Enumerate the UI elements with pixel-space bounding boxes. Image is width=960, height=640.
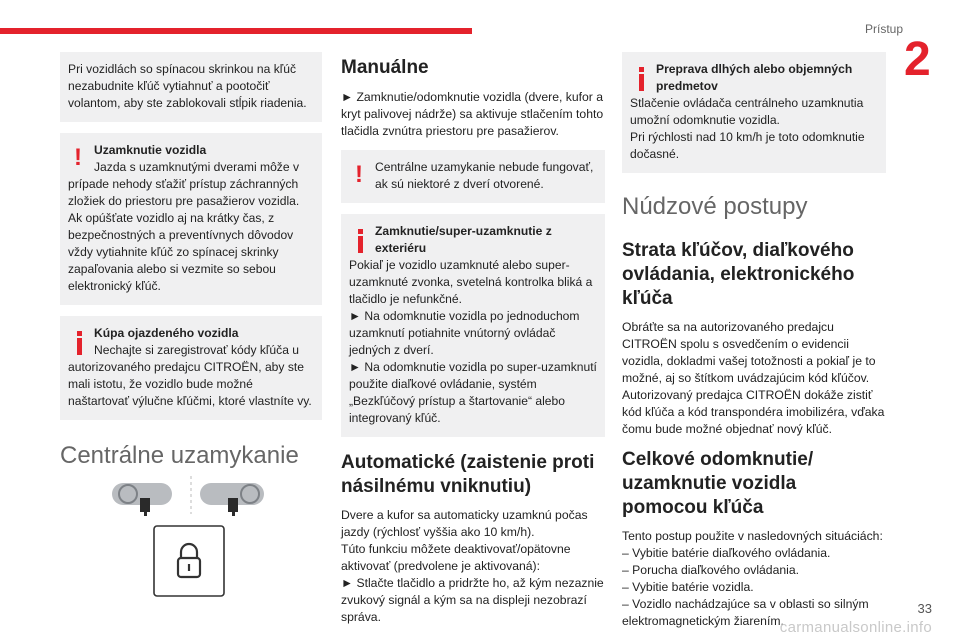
column-3 (622, 52, 886, 630)
warning-box-doors-open (341, 150, 605, 203)
info-box-long-objects (622, 52, 886, 173)
info-title: Preprava dlhých alebo objemných predmetov (656, 62, 853, 93)
auto-line: Túto funkciu môžete deaktivovať/opätovne aktivovať (predvolene je aktivovaná): (341, 542, 571, 573)
auto-line: ► Stlačte tlačidlo a pridržte ho, až kým nezaznie zvukový signál a kým sa na displeji nezobrazí správa. (341, 576, 604, 624)
note-text: Pri vozidlách so spínacou skrinkou na kľúč nezabudnite kľúč vytiahnuť a pootočiť volantom, aby ste zablokovali stĺpik riadenia. (68, 62, 307, 110)
manual-text: ► Zamknutie/odomknutie vozidla (dvere, kufor a kryt palivovej nádrže) sa aktivuje stlačením tohto tlačidla zvnútra priestoru pre pasažierov. (341, 90, 604, 138)
section-title: Prístup (864, 22, 903, 36)
list-item: – Vybitie batérie vozidla. (622, 580, 754, 594)
info-icon (349, 223, 373, 257)
central-lock-button-icon (154, 526, 224, 596)
info-line: Stlačenie ovládača centrálneho uzamknutia umožní odomknutie vozidla. (630, 96, 864, 127)
list-item: – Vozidlo nachádzajúce sa v oblasti so silným elektromagnetickým žiarením. (622, 597, 869, 628)
note-steering-lock (60, 52, 322, 122)
key-lock-intro: Tento postup použite v nasledovných situáciách: (622, 529, 883, 543)
info-box-exterior-locking (341, 214, 605, 437)
heading-manual: Manuálne (341, 57, 429, 78)
warning-box-locking (60, 133, 322, 305)
door-handle-icon-right (200, 483, 264, 516)
auto-line: Dvere a kufor sa automaticky uzamknú počas jazdy (rýchlosť vyššia ako 10 km/h). (341, 508, 588, 539)
heading-lost-keys: Strata kľúčov, diaľkového ovládania, elektronického kľúča (622, 240, 855, 309)
warning-icon: ! (355, 161, 363, 188)
central-locking-illustration (60, 470, 322, 620)
info-line: Pokiaľ je vozidlo uzamknuté alebo super-uzamknuté zvonka, svetelná kontrolka bliká a tlačidlo je nefunkčné. (349, 258, 593, 306)
door-handle-icon-left (112, 483, 172, 516)
list-item: – Porucha diaľkového ovládania. (622, 563, 800, 577)
heading-automatic: Automatické (zaistenie proti násilnému vniknutiu) (341, 452, 595, 497)
info-line: ► Na odomknutie vozidla po jednoduchom uzamknutí potiahnite vnútorný ovládač jedných z dverí. (349, 309, 580, 357)
warning-text: Centrálne uzamykanie nebude fungovať, ak sú niektoré z dverí otvorené. (375, 160, 594, 191)
list-item: – Vybitie batérie diaľkového ovládania. (622, 546, 831, 560)
info-box-used-vehicle (60, 316, 322, 420)
warning-title: Uzamknutie vozidla (94, 143, 207, 157)
warning-icon: ! (74, 144, 82, 171)
info-line: ► Na odomknutie vozidla po super-uzamknutí použite diaľkové ovládanie, systém „Bezkľúčový prístup a štartovanie“ alebo integrovaný kľúč. (349, 360, 597, 425)
column-2 (341, 52, 605, 626)
heading-key-lock: Celkové odomknutie/ uzamknutie vozidla pomocou kľúča (622, 449, 814, 518)
info-icon (630, 61, 654, 95)
info-title: Kúpa ojazdeného vozidla (94, 326, 239, 340)
info-icon (68, 325, 92, 359)
column-1 (60, 52, 322, 620)
info-line: Pri rýchlosti nad 10 km/h je toto odomknutie dočasné. (630, 130, 865, 161)
info-title: Zamknutie/super-uzamknutie z exteriéru (375, 224, 552, 255)
chapter-number: 2 (904, 33, 931, 86)
lost-keys-text: Obráťte sa na autorizovaného predajcu CITROËN spolu s osvedčením o evidencii vozidla, dokladmi vašej totožnosti a pokiaľ je to možné, aj so štítkom uvádzajúcim kód kľúčov. Autorizovaný predajca CITROËN dokáže zistiť kód kľúča a kód transpondéra imobilizéra, vďaka čomu bude možné objednať nový kľúč. (622, 320, 885, 436)
watermark: carmanualsonline.info (779, 619, 932, 636)
heading-emergency: Núdzové postupy (622, 193, 808, 220)
heading-central-locking: Centrálne uzamykanie (60, 442, 299, 469)
info-text: Nechajte si zaregistrovať kódy kľúča u autorizovaného predajcu CITROËN, aby ste mali istotu, že vozidlo bude možné naštartovať výlučne kľúčmi, ktoré vlastníte vy. (68, 343, 312, 408)
header-accent-bar (0, 28, 472, 34)
page-number: 33 (917, 601, 932, 616)
warning-text: Jazda s uzamknutými dverami môže v prípade nehody sťažiť prístup záchranných zložiek do priestoru pre pasažierov vozidla. Ak opúšťate vozidlo aj na krátky čas, z bezpečnostných a preventívnych dôvodov vždy vytiahnite kľúč zo spínacej skrinky zapaľovania alebo si vezmite so sebou elektronický kľúč. (68, 160, 300, 293)
